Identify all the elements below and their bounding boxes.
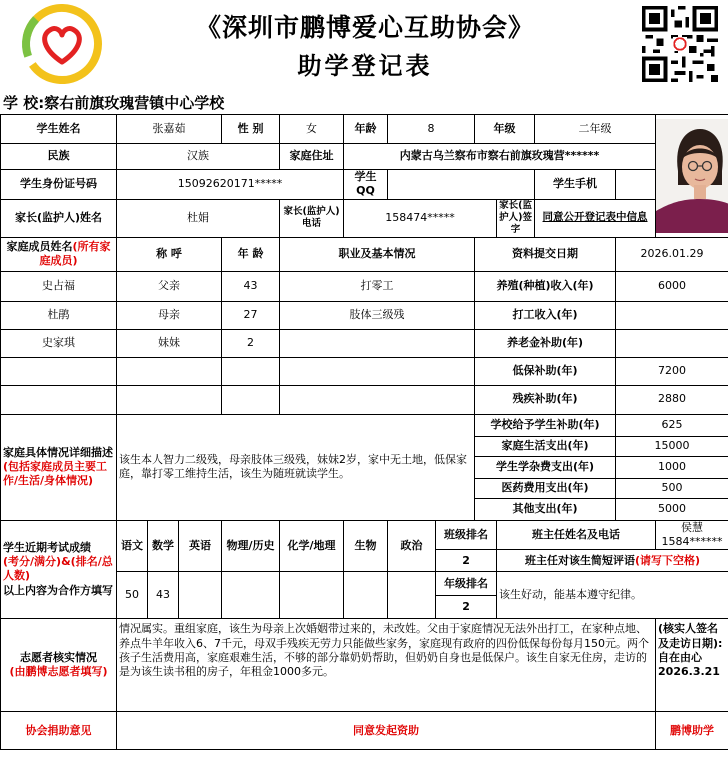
age-label: 年龄 — [344, 115, 388, 144]
member-name: 史占福 — [1, 271, 117, 301]
footer-sign: 鹏博助学 — [656, 712, 728, 750]
student-phone — [616, 170, 656, 200]
member-job: 打零工 — [280, 271, 475, 301]
member-name-empty — [1, 385, 117, 414]
title-line-1: 《深圳市鹏博爱心互助协会》 — [195, 13, 534, 42]
qq-label: 学生QQ — [344, 170, 388, 200]
consent-text: 同意公开登记表中信息 — [535, 199, 656, 237]
guardian-name: 杜娟 — [117, 199, 280, 237]
gender: 女 — [280, 115, 344, 144]
submit-date: 2026.01.29 — [616, 237, 728, 271]
family-header — [1, 237, 117, 271]
student-id-label: 学生身份证号码 — [1, 170, 117, 200]
member-relation-empty — [117, 357, 222, 385]
member-age: 27 — [222, 301, 280, 329]
grade-rank-label: 年级排名 — [436, 572, 497, 596]
school-label: 学 校: — [3, 94, 45, 112]
guardian-sign-label: 家长(监护人)签字 — [497, 199, 535, 237]
teacher: 侯慧1584****** — [656, 520, 728, 550]
member-relation: 妹妹 — [117, 329, 222, 357]
grade-rank: 2 — [436, 596, 497, 619]
family-header-label: 家庭成员姓名 — [6, 239, 73, 253]
finance-label: 医药费用支出(年) — [475, 478, 616, 498]
guardian-phone-label: 家长(监护人)电话 — [280, 199, 344, 237]
finance-value: 15000 — [616, 436, 728, 456]
exam-label — [1, 520, 117, 619]
subject-header: 政治 — [388, 520, 436, 572]
association-logo — [20, 4, 104, 84]
class-rank-label: 班级排名 — [436, 520, 497, 550]
subject-score — [280, 572, 344, 619]
subject-score: 43 — [148, 572, 179, 619]
finance-value: 6000 — [616, 271, 728, 301]
finance-value: 1000 — [616, 456, 728, 478]
member-name-empty — [1, 357, 117, 385]
volunteer-sign — [656, 619, 728, 712]
finance-value: 5000 — [616, 498, 728, 520]
student-photo — [656, 115, 728, 238]
qq — [388, 170, 535, 200]
situation-text: 该生本人智力二级残，母亲肢体三级残，妹妹2岁，家中无土地，低保家庭，靠打零工维持生活，该生为随班就读学生。 — [117, 414, 475, 520]
address-label: 家庭住址 — [280, 144, 344, 170]
situation-label-main: 家庭具体情况详细描述 — [3, 445, 113, 459]
comment-label: 班主任对该生简短评语 — [525, 553, 635, 567]
volunteer-label — [1, 619, 117, 712]
gender-label: 性 别 — [222, 115, 280, 144]
situation-label-note: (包括家庭成员主要工作/生活/身体情况) — [3, 459, 108, 488]
member-relation: 父亲 — [117, 271, 222, 301]
finance-label: 低保补助(年) — [475, 357, 616, 385]
finance-label: 养殖(种植)收入(年) — [475, 271, 616, 301]
teacher-comment: 该生好动，能基本遵守纪律。 — [497, 572, 728, 619]
class-rank: 2 — [436, 550, 497, 572]
opinion: 同意发起资助 — [117, 712, 656, 750]
situation-label — [1, 414, 117, 520]
finance-value: 2880 — [616, 385, 728, 414]
subject-score: 50 — [117, 572, 148, 619]
family-header-note: (所有家庭成员) — [39, 239, 111, 268]
age: 8 — [388, 115, 475, 144]
school-name: 察右前旗玫瑰营镇中心学校 — [44, 94, 225, 112]
member-age-empty — [222, 357, 280, 385]
finance-label: 养老金补助(年) — [475, 329, 616, 357]
ethnic: 汉族 — [117, 144, 280, 170]
finance-value — [616, 301, 728, 329]
finance-label: 学校给予学生补助(年) — [475, 414, 616, 436]
registration-form — [0, 114, 728, 750]
member-job — [280, 329, 475, 357]
job-header: 职业及基本情况 — [280, 237, 475, 271]
exam-label-note: (考分/满分)&(排名/总人数) — [3, 555, 113, 583]
member-job-empty — [280, 385, 475, 414]
comment-label-cell — [497, 550, 728, 572]
subject-score — [222, 572, 280, 619]
subject-score — [388, 572, 436, 619]
finance-value — [616, 329, 728, 357]
guardian-name-label: 家长(监护人)姓名 — [1, 199, 117, 237]
finance-value: 7200 — [616, 357, 728, 385]
volunteer-signer: 自在由心 — [658, 650, 703, 664]
school-line — [3, 92, 224, 113]
exam-label-main: 学生近期考试成绩 — [3, 540, 91, 554]
subject-header: 语文 — [117, 520, 148, 572]
subject-header: 生物 — [344, 520, 388, 572]
form-header — [0, 0, 728, 88]
finance-label: 其他支出(年) — [475, 498, 616, 520]
submit-date-label: 资料提交日期 — [475, 237, 616, 271]
comment-note: (请写下空格) — [635, 553, 701, 567]
volunteer-label-main: 志愿者核实情况 — [20, 650, 97, 664]
guardian-phone: 158474***** — [344, 199, 497, 237]
member-age: 43 — [222, 271, 280, 301]
ethnic-label: 民族 — [1, 144, 117, 170]
finance-value: 500 — [616, 478, 728, 498]
address: 内蒙古乌兰察布市察右前旗玫瑰营****** — [344, 144, 656, 170]
finance-label: 学生学杂费支出(年) — [475, 456, 616, 478]
member-age-header: 年 龄 — [222, 237, 280, 271]
teacher-label: 班主任姓名及电话 — [497, 520, 656, 550]
student-name: 张嘉茹 — [117, 115, 222, 144]
member-age-empty — [222, 385, 280, 414]
member-relation-empty — [117, 385, 222, 414]
finance-label: 打工收入(年) — [475, 301, 616, 329]
volunteer-signer-label: (核实人签名及走访日期): — [658, 622, 723, 650]
subject-header: 数学 — [148, 520, 179, 572]
grade: 二年级 — [535, 115, 656, 144]
student-photo-image — [656, 119, 728, 233]
student-phone-label: 学生手机 — [535, 170, 616, 200]
subject-score — [344, 572, 388, 619]
opinion-label: 协会捐助意见 — [1, 712, 117, 750]
student-name-label: 学生姓名 — [1, 115, 117, 144]
member-name: 史家琪 — [1, 329, 117, 357]
exam-label-tail: 以上内容为合作方填写 — [3, 583, 113, 597]
finance-value: 625 — [616, 414, 728, 436]
relation-header: 称 呼 — [117, 237, 222, 271]
volunteer-label-note: (由鹏博志愿者填写) — [9, 665, 108, 679]
volunteer-text: 情况属实。重组家庭，该生为母亲上次婚姻带过来的，未改姓。父由于家庭情况无法外出打工，在家种点地、养点牛羊年收入6、7千元，母双手残疾无劳力只能做些家务，家庭现有政府的四份低保每份每月150元。两个孩子生活费用高，家庭艰难生活，不够的部分靠奶奶帮助，但奶奶自身也是低保户。该生自家无住房，走访的是为该生读书租的房子，年租金1000多元。 — [117, 619, 656, 712]
subject-score — [179, 572, 222, 619]
member-job: 肢体三级残 — [280, 301, 475, 329]
subject-header: 物理/历史 — [222, 520, 280, 572]
finance-label: 家庭生活支出(年) — [475, 436, 616, 456]
subject-header: 化学/地理 — [280, 520, 344, 572]
member-name: 杜鹃 — [1, 301, 117, 329]
member-job-empty — [280, 357, 475, 385]
finance-label: 残疾补助(年) — [475, 385, 616, 414]
qr-code — [640, 6, 720, 82]
student-id: 15092620171***** — [117, 170, 344, 200]
member-relation: 母亲 — [117, 301, 222, 329]
volunteer-date: 2026.3.21 — [658, 665, 720, 679]
member-age: 2 — [222, 329, 280, 357]
subject-header: 英语 — [179, 520, 222, 572]
grade-label: 年级 — [475, 115, 535, 144]
title-line-2: 助学登记表 — [297, 51, 433, 80]
